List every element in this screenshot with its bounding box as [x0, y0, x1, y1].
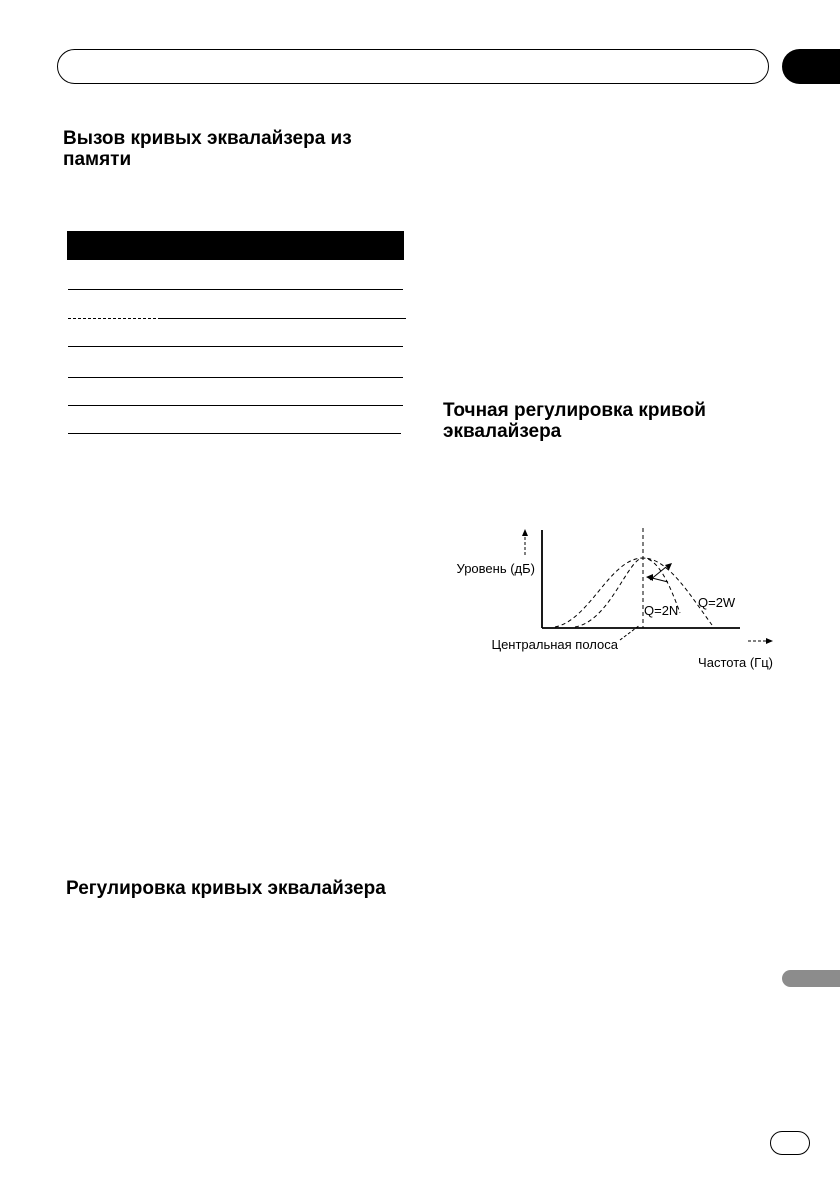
table-row-divider	[68, 433, 401, 434]
y-axis-label: Уровень (дБ)	[456, 561, 535, 576]
table-row-divider	[68, 346, 403, 347]
table-row-divider	[68, 377, 403, 378]
header-bar	[57, 49, 769, 84]
section-heading-fine-adjust: Точная регулировка кривой эквалайзера	[443, 400, 706, 442]
q-wide-pointer-head	[665, 563, 672, 570]
table-row-divider	[68, 318, 156, 319]
eq-curve-diagram	[440, 525, 780, 685]
table-header	[67, 231, 404, 260]
q-narrow-label: Q=2N	[644, 603, 679, 618]
chapter-tab	[782, 49, 840, 84]
table-row-divider	[158, 318, 406, 319]
q-wide-label: Q=2W	[698, 595, 736, 610]
section-heading-recall: Вызов кривых эквалайзера из памяти	[63, 128, 352, 170]
curve-wide	[555, 558, 712, 627]
section-heading-adjust: Регулировка кривых эквалайзера	[66, 878, 386, 899]
page-number-box	[770, 1131, 810, 1155]
x-axis-label: Частота (Гц)	[698, 655, 773, 670]
y-arrow-head	[522, 529, 528, 536]
q-narrow-pointer	[652, 578, 668, 582]
center-band-label: Центральная полоса	[491, 637, 618, 652]
table-row-divider	[68, 289, 403, 290]
x-arrow-head	[766, 638, 773, 644]
table-row-divider	[158, 259, 404, 260]
table-row-divider	[68, 405, 403, 406]
side-tab	[782, 970, 840, 987]
q-narrow-pointer-head	[646, 574, 653, 581]
